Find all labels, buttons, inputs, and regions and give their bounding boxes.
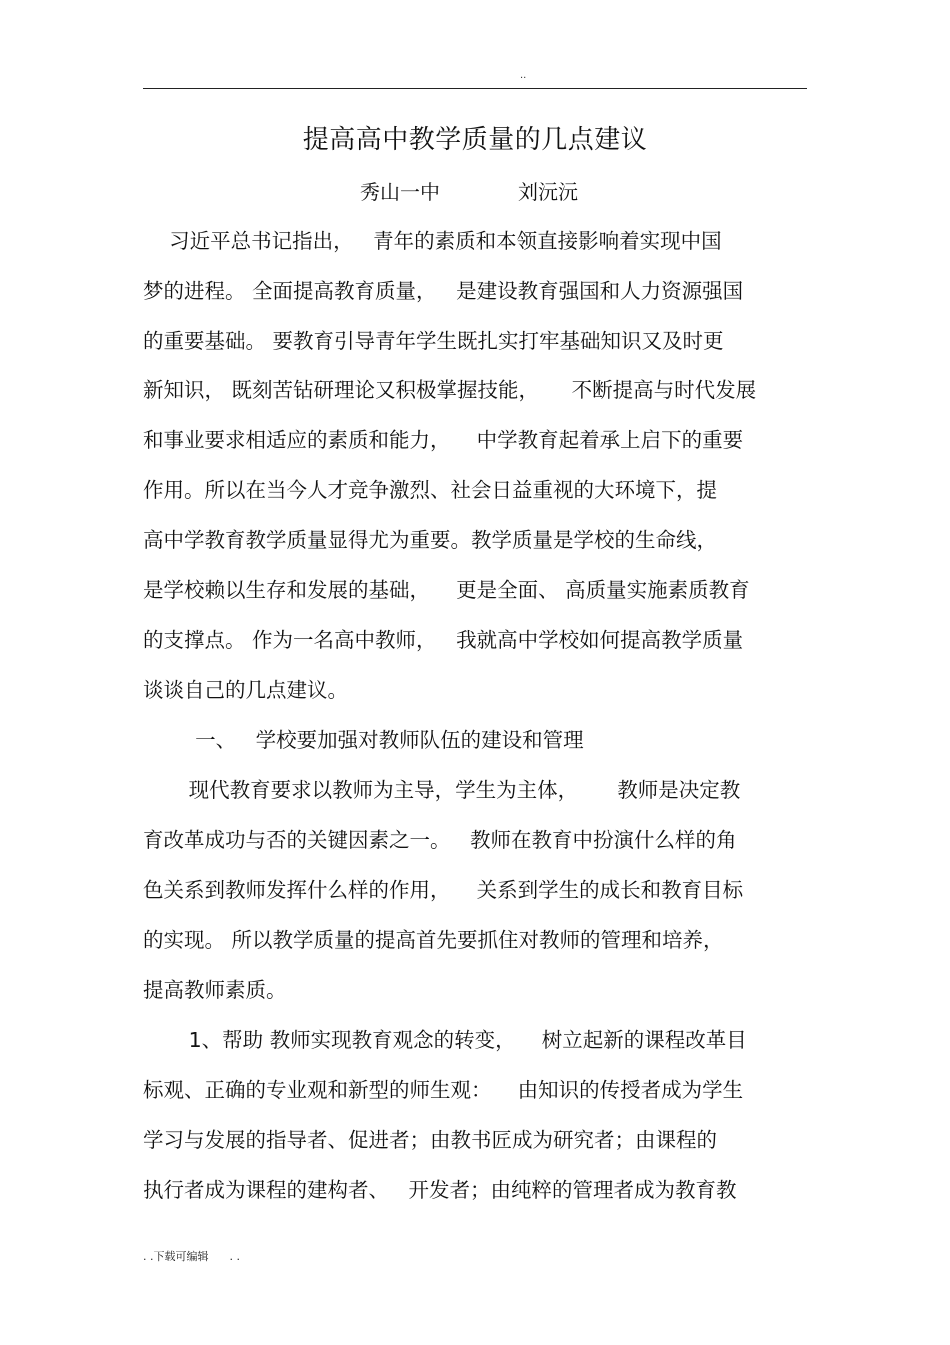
text-line: 提高教师素质。 (143, 978, 287, 1002)
text-line: 是学校赖以生存和发展的基础， 更是全面、 高质量实施素质教育 (143, 578, 750, 602)
section-heading: 一、 学校要加强对教师队伍的建设和管理 (143, 728, 584, 752)
text-line: 谈谈自己的几点建议。 (143, 678, 348, 702)
text-line: 标观、正确的专业观和新型的师生观： 由知识的传授者成为学生 (143, 1078, 744, 1102)
text-line: 育改革成功与否的关键因素之一。 教师在教育中扮演什么样的角 (143, 828, 737, 852)
text-line: 的重要基础。 要教育引导青年学生既扎实打牢基础知识又及时更 (143, 329, 724, 353)
text-line: 的支撑点。 作为一名高中教师， 我就高中学校如何提高教学质量 (143, 628, 744, 652)
text-line: 的实现。 所以教学质量的提高首先要抓住对教师的管理和培养， (143, 928, 724, 952)
text-line: 1、帮助 教师实现教育观念的转变， 树立起新的课程改革目 (143, 1028, 747, 1052)
text-line: 高中学教育教学质量显得尤为重要。教学质量是学校的生命线， (143, 528, 717, 552)
header-rule (143, 88, 807, 89)
text-line: 作用。所以在当今人才竞争激烈、社会日益重视的大环境下，提 (143, 478, 717, 502)
text-line: 色关系到教师发挥什么样的作用， 关系到学生的成长和教育目标 (143, 878, 744, 902)
footer-note: . .下载可编辑 . . (143, 1250, 240, 1263)
text-line: 执行者成为课程的建构者、 开发者；由纯粹的管理者成为教育教 (143, 1178, 737, 1202)
text-line: 和事业要求相适应的素质和能力， 中学教育起着承上启下的重要 (143, 428, 744, 452)
text-line: 新知识， 既刻苦钻研理论又积极掌握技能， 不断提高与时代发展 (143, 378, 757, 402)
text-line: 学习与发展的指导者、促进者；由教书匠成为研究者；由课程的 (143, 1128, 717, 1152)
text-line: 梦的进程。 全面提高教育质量， 是建设教育强国和人力资源强国 (143, 279, 744, 303)
author-name: 刘沅沅 (518, 180, 578, 204)
text-line: 习近平总书记指出， 青年的素质和本领直接影响着实现中国 (143, 229, 722, 253)
document-title: 提高高中教学质量的几点建议 (302, 125, 648, 155)
author-school: 秀山一中 (360, 180, 440, 204)
text-line: 现代教育要求以教师为主导，学生为主体， 教师是决定教 (143, 778, 741, 802)
header-mark: .. (520, 70, 527, 81)
